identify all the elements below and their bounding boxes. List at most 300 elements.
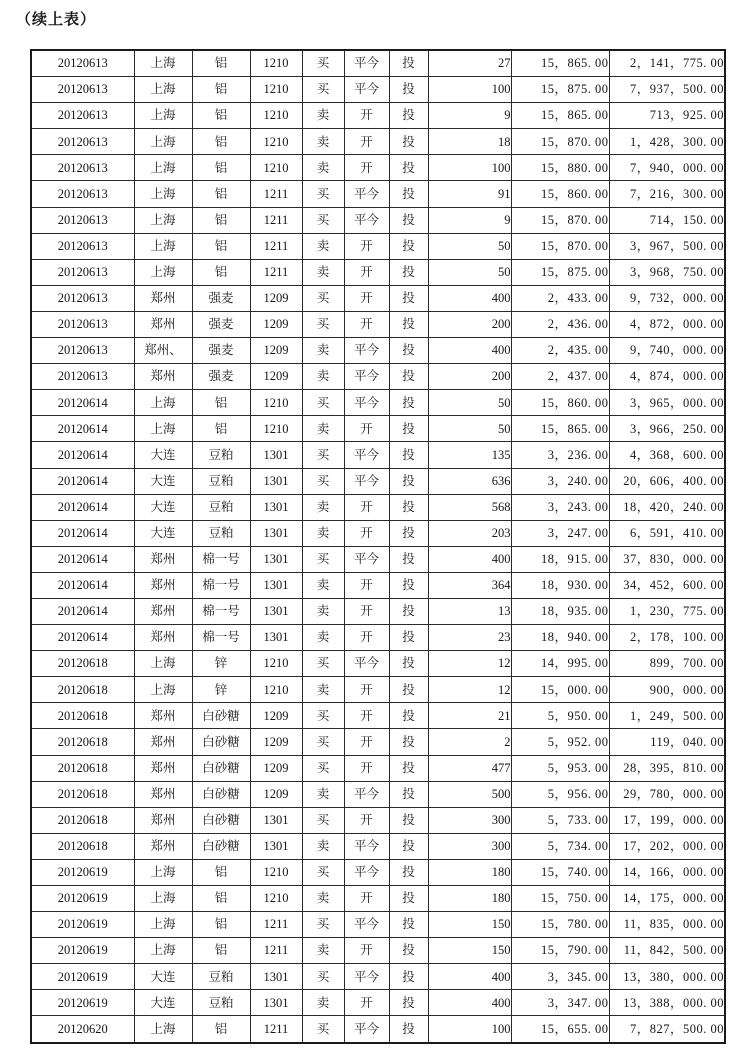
- amount-cell: 14，166，000. 00: [609, 859, 725, 885]
- open-close-cell: 平今: [344, 833, 389, 859]
- commodity-cell: 铝: [192, 207, 250, 233]
- trade-date-cell: 20120614: [31, 546, 134, 572]
- amount-cell: 899，700. 00: [609, 651, 725, 677]
- open-close-cell: 开: [344, 598, 389, 624]
- open-close-cell: 开: [344, 886, 389, 912]
- hedge-type-cell: 投: [389, 886, 428, 912]
- quantity-cell: 100: [428, 1016, 511, 1043]
- amount-cell: 18，420，240. 00: [609, 494, 725, 520]
- commodity-cell: 棉一号: [192, 598, 250, 624]
- exchange-cell: 上海: [134, 50, 192, 77]
- commodity-cell: 锌: [192, 651, 250, 677]
- commodity-cell: 铝: [192, 938, 250, 964]
- exchange-cell: 郑州: [134, 703, 192, 729]
- open-close-cell: 开: [344, 311, 389, 337]
- amount-cell: 3，968，750. 00: [609, 259, 725, 285]
- price-cell: 15，000. 00: [511, 677, 609, 703]
- direction-cell: 卖: [302, 677, 344, 703]
- price-cell: 14，995. 00: [511, 651, 609, 677]
- direction-cell: 买: [302, 442, 344, 468]
- quantity-cell: 400: [428, 546, 511, 572]
- price-cell: 15，750. 00: [511, 886, 609, 912]
- commodity-cell: 铝: [192, 103, 250, 129]
- table-row: [31, 781, 725, 807]
- trade-date-cell: 20120618: [31, 781, 134, 807]
- hedge-type-cell: 投: [389, 285, 428, 311]
- table-row: [31, 703, 725, 729]
- commodity-cell: 铝: [192, 50, 250, 77]
- table-row: [31, 546, 725, 572]
- trade-date-cell: 20120613: [31, 77, 134, 103]
- amount-cell: 6，591，410. 00: [609, 520, 725, 546]
- exchange-cell: 上海: [134, 390, 192, 416]
- table-row: [31, 77, 725, 103]
- trade-date-cell: 20120613: [31, 259, 134, 285]
- hedge-type-cell: 投: [389, 598, 428, 624]
- exchange-cell: 郑州: [134, 285, 192, 311]
- open-close-cell: 平今: [344, 207, 389, 233]
- exchange-cell: 上海: [134, 129, 192, 155]
- commodity-cell: 白砂糖: [192, 833, 250, 859]
- exchange-cell: 上海: [134, 155, 192, 181]
- trade-date-cell: 20120614: [31, 520, 134, 546]
- direction-cell: 买: [302, 651, 344, 677]
- quantity-cell: 200: [428, 364, 511, 390]
- table-row: [31, 207, 725, 233]
- commodity-cell: 白砂糖: [192, 729, 250, 755]
- hedge-type-cell: 投: [389, 233, 428, 259]
- trade-date-cell: 20120613: [31, 129, 134, 155]
- trade-date-cell: 20120614: [31, 416, 134, 442]
- price-cell: 3，345. 00: [511, 964, 609, 990]
- direction-cell: 买: [302, 181, 344, 207]
- hedge-type-cell: 投: [389, 50, 428, 77]
- contract-month-cell: 1211: [250, 938, 302, 964]
- commodity-cell: 棉一号: [192, 546, 250, 572]
- table-caption: （续上表）: [16, 10, 97, 28]
- direction-cell: 卖: [302, 233, 344, 259]
- direction-cell: 买: [302, 468, 344, 494]
- quantity-cell: 50: [428, 390, 511, 416]
- commodity-cell: 铝: [192, 416, 250, 442]
- direction-cell: 买: [302, 859, 344, 885]
- direction-cell: 买: [302, 912, 344, 938]
- direction-cell: 卖: [302, 886, 344, 912]
- commodity-cell: 白砂糖: [192, 755, 250, 781]
- hedge-type-cell: 投: [389, 207, 428, 233]
- amount-cell: 7，827，500. 00: [609, 1016, 725, 1043]
- table-row: [31, 990, 725, 1016]
- amount-cell: 2，141，775. 00: [609, 50, 725, 77]
- price-cell: 2，436. 00: [511, 311, 609, 337]
- trade-date-cell: 20120614: [31, 468, 134, 494]
- table-row: [31, 938, 725, 964]
- table-row: [31, 390, 725, 416]
- table-row: [31, 468, 725, 494]
- quantity-cell: 50: [428, 416, 511, 442]
- commodity-cell: 强麦: [192, 311, 250, 337]
- table-row: [31, 625, 725, 651]
- contract-month-cell: 1210: [250, 416, 302, 442]
- direction-cell: 卖: [302, 990, 344, 1016]
- table-row: [31, 285, 725, 311]
- amount-cell: 119，040. 00: [609, 729, 725, 755]
- quantity-cell: 636: [428, 468, 511, 494]
- hedge-type-cell: 投: [389, 938, 428, 964]
- price-cell: 3，347. 00: [511, 990, 609, 1016]
- trade-date-cell: 20120619: [31, 859, 134, 885]
- hedge-type-cell: 投: [389, 703, 428, 729]
- hedge-type-cell: 投: [389, 338, 428, 364]
- direction-cell: 买: [302, 390, 344, 416]
- amount-cell: 7，940，000. 00: [609, 155, 725, 181]
- open-close-cell: 开: [344, 990, 389, 1016]
- open-close-cell: 开: [344, 938, 389, 964]
- exchange-cell: 郑州: [134, 311, 192, 337]
- price-cell: 2，437. 00: [511, 364, 609, 390]
- hedge-type-cell: 投: [389, 311, 428, 337]
- trade-date-cell: 20120619: [31, 990, 134, 1016]
- amount-cell: 20，606，400. 00: [609, 468, 725, 494]
- open-close-cell: 开: [344, 155, 389, 181]
- hedge-type-cell: 投: [389, 755, 428, 781]
- commodity-cell: 豆粕: [192, 442, 250, 468]
- open-close-cell: 开: [344, 572, 389, 598]
- trade-date-cell: 20120613: [31, 207, 134, 233]
- commodity-cell: 铝: [192, 233, 250, 259]
- table-row: [31, 103, 725, 129]
- hedge-type-cell: 投: [389, 181, 428, 207]
- amount-cell: 9，740，000. 00: [609, 338, 725, 364]
- quantity-cell: 180: [428, 886, 511, 912]
- commodity-cell: 铝: [192, 886, 250, 912]
- direction-cell: 买: [302, 755, 344, 781]
- exchange-cell: 郑州: [134, 546, 192, 572]
- open-close-cell: 开: [344, 625, 389, 651]
- trade-date-cell: 20120613: [31, 233, 134, 259]
- amount-cell: 1，428，300. 00: [609, 129, 725, 155]
- hedge-type-cell: 投: [389, 807, 428, 833]
- trade-date-cell: 20120618: [31, 703, 134, 729]
- commodity-cell: 白砂糖: [192, 807, 250, 833]
- quantity-cell: 400: [428, 285, 511, 311]
- contract-month-cell: 1301: [250, 468, 302, 494]
- quantity-cell: 477: [428, 755, 511, 781]
- quantity-cell: 9: [428, 103, 511, 129]
- direction-cell: 买: [302, 546, 344, 572]
- amount-cell: 713，925. 00: [609, 103, 725, 129]
- trade-date-cell: 20120613: [31, 103, 134, 129]
- price-cell: 15，870. 00: [511, 207, 609, 233]
- contract-month-cell: 1210: [250, 677, 302, 703]
- trade-record-table: [30, 49, 726, 1044]
- hedge-type-cell: 投: [389, 155, 428, 181]
- contract-month-cell: 1209: [250, 729, 302, 755]
- price-cell: 2，433. 00: [511, 285, 609, 311]
- amount-cell: 11，835，000. 00: [609, 912, 725, 938]
- table-row: [31, 155, 725, 181]
- open-close-cell: 平今: [344, 338, 389, 364]
- direction-cell: 买: [302, 964, 344, 990]
- hedge-type-cell: 投: [389, 259, 428, 285]
- commodity-cell: 强麦: [192, 364, 250, 390]
- table-row: [31, 520, 725, 546]
- hedge-type-cell: 投: [389, 390, 428, 416]
- contract-month-cell: 1210: [250, 390, 302, 416]
- trade-date-cell: 20120619: [31, 886, 134, 912]
- open-close-cell: 开: [344, 755, 389, 781]
- contract-month-cell: 1301: [250, 520, 302, 546]
- contract-month-cell: 1301: [250, 964, 302, 990]
- contract-month-cell: 1211: [250, 233, 302, 259]
- direction-cell: 卖: [302, 625, 344, 651]
- quantity-cell: 50: [428, 233, 511, 259]
- price-cell: 18，915. 00: [511, 546, 609, 572]
- quantity-cell: 300: [428, 807, 511, 833]
- trade-date-cell: 20120613: [31, 285, 134, 311]
- contract-month-cell: 1210: [250, 50, 302, 77]
- exchange-cell: 上海: [134, 886, 192, 912]
- amount-cell: 7，216，300. 00: [609, 181, 725, 207]
- quantity-cell: 180: [428, 859, 511, 885]
- open-close-cell: 平今: [344, 964, 389, 990]
- hedge-type-cell: 投: [389, 859, 428, 885]
- price-cell: 2，435. 00: [511, 338, 609, 364]
- price-cell: 15，860. 00: [511, 390, 609, 416]
- trade-date-cell: 20120614: [31, 598, 134, 624]
- hedge-type-cell: 投: [389, 77, 428, 103]
- table-row: [31, 259, 725, 285]
- trade-date-cell: 20120614: [31, 572, 134, 598]
- open-close-cell: 平今: [344, 859, 389, 885]
- price-cell: 5，956. 00: [511, 781, 609, 807]
- exchange-cell: 上海: [134, 181, 192, 207]
- commodity-cell: 铝: [192, 859, 250, 885]
- amount-cell: 13，380，000. 00: [609, 964, 725, 990]
- direction-cell: 买: [302, 207, 344, 233]
- exchange-cell: 郑州: [134, 598, 192, 624]
- amount-cell: 4，872，000. 00: [609, 311, 725, 337]
- commodity-cell: 铝: [192, 77, 250, 103]
- contract-month-cell: 1209: [250, 755, 302, 781]
- quantity-cell: 12: [428, 651, 511, 677]
- contract-month-cell: 1301: [250, 442, 302, 468]
- quantity-cell: 300: [428, 833, 511, 859]
- direction-cell: 买: [302, 311, 344, 337]
- open-close-cell: 开: [344, 233, 389, 259]
- commodity-cell: 豆粕: [192, 520, 250, 546]
- direction-cell: 买: [302, 50, 344, 77]
- direction-cell: 买: [302, 1016, 344, 1043]
- contract-month-cell: 1210: [250, 886, 302, 912]
- table-row: [31, 364, 725, 390]
- contract-month-cell: 1210: [250, 859, 302, 885]
- price-cell: 15，780. 00: [511, 912, 609, 938]
- trade-date-cell: 20120614: [31, 625, 134, 651]
- quantity-cell: 13: [428, 598, 511, 624]
- open-close-cell: 开: [344, 807, 389, 833]
- price-cell: 5，952. 00: [511, 729, 609, 755]
- price-cell: 15，875. 00: [511, 259, 609, 285]
- table-row: [31, 755, 725, 781]
- price-cell: 15，870. 00: [511, 129, 609, 155]
- exchange-cell: 郑州: [134, 755, 192, 781]
- table-row: [31, 129, 725, 155]
- open-close-cell: 平今: [344, 181, 389, 207]
- price-cell: 15，875. 00: [511, 77, 609, 103]
- hedge-type-cell: 投: [389, 416, 428, 442]
- contract-month-cell: 1301: [250, 494, 302, 520]
- amount-cell: 13，388，000. 00: [609, 990, 725, 1016]
- price-cell: 18，940. 00: [511, 625, 609, 651]
- direction-cell: 买: [302, 703, 344, 729]
- quantity-cell: 200: [428, 311, 511, 337]
- exchange-cell: 郑州: [134, 807, 192, 833]
- commodity-cell: 白砂糖: [192, 703, 250, 729]
- price-cell: 15，865. 00: [511, 416, 609, 442]
- price-cell: 3，236. 00: [511, 442, 609, 468]
- trade-date-cell: 20120619: [31, 964, 134, 990]
- open-close-cell: 开: [344, 285, 389, 311]
- price-cell: 15，880. 00: [511, 155, 609, 181]
- direction-cell: 卖: [302, 598, 344, 624]
- trade-date-cell: 20120613: [31, 181, 134, 207]
- amount-cell: 14，175，000. 00: [609, 886, 725, 912]
- table-row: [31, 442, 725, 468]
- direction-cell: 卖: [302, 155, 344, 181]
- exchange-cell: 郑州: [134, 729, 192, 755]
- contract-month-cell: 1209: [250, 703, 302, 729]
- hedge-type-cell: 投: [389, 833, 428, 859]
- contract-month-cell: 1209: [250, 338, 302, 364]
- trade-date-cell: 20120618: [31, 833, 134, 859]
- quantity-cell: 27: [428, 50, 511, 77]
- table-row: [31, 912, 725, 938]
- contract-month-cell: 1211: [250, 207, 302, 233]
- contract-month-cell: 1210: [250, 155, 302, 181]
- quantity-cell: 100: [428, 155, 511, 181]
- direction-cell: 卖: [302, 364, 344, 390]
- contract-month-cell: 1209: [250, 781, 302, 807]
- commodity-cell: 铝: [192, 155, 250, 181]
- direction-cell: 卖: [302, 338, 344, 364]
- hedge-type-cell: 投: [389, 964, 428, 990]
- direction-cell: 卖: [302, 259, 344, 285]
- exchange-cell: 上海: [134, 651, 192, 677]
- amount-cell: 2，178，100. 00: [609, 625, 725, 651]
- hedge-type-cell: 投: [389, 520, 428, 546]
- price-cell: 3，243. 00: [511, 494, 609, 520]
- trade-date-cell: 20120613: [31, 155, 134, 181]
- open-close-cell: 平今: [344, 1016, 389, 1043]
- direction-cell: 卖: [302, 781, 344, 807]
- contract-month-cell: 1210: [250, 651, 302, 677]
- table-row: [31, 50, 725, 77]
- commodity-cell: 铝: [192, 1016, 250, 1043]
- contract-month-cell: 1211: [250, 259, 302, 285]
- quantity-cell: 50: [428, 259, 511, 285]
- trade-date-cell: 20120619: [31, 938, 134, 964]
- hedge-type-cell: 投: [389, 442, 428, 468]
- exchange-cell: 郑州: [134, 572, 192, 598]
- contract-month-cell: 1210: [250, 77, 302, 103]
- open-close-cell: 平今: [344, 442, 389, 468]
- contract-month-cell: 1211: [250, 181, 302, 207]
- quantity-cell: 400: [428, 338, 511, 364]
- table-row: [31, 964, 725, 990]
- contract-month-cell: 1301: [250, 833, 302, 859]
- exchange-cell: 郑州: [134, 781, 192, 807]
- amount-cell: 4，368，600. 00: [609, 442, 725, 468]
- open-close-cell: 平今: [344, 77, 389, 103]
- price-cell: 5，950. 00: [511, 703, 609, 729]
- quantity-cell: 100: [428, 77, 511, 103]
- trade-date-cell: 20120618: [31, 677, 134, 703]
- table-row: [31, 677, 725, 703]
- hedge-type-cell: 投: [389, 546, 428, 572]
- direction-cell: 卖: [302, 103, 344, 129]
- exchange-cell: 大连: [134, 468, 192, 494]
- table-row: [31, 233, 725, 259]
- exchange-cell: 上海: [134, 77, 192, 103]
- amount-cell: 17，202，000. 00: [609, 833, 725, 859]
- commodity-cell: 豆粕: [192, 494, 250, 520]
- amount-cell: 3，965，000. 00: [609, 390, 725, 416]
- quantity-cell: 568: [428, 494, 511, 520]
- quantity-cell: 18: [428, 129, 511, 155]
- direction-cell: 买: [302, 729, 344, 755]
- trade-date-cell: 20120618: [31, 729, 134, 755]
- amount-cell: 29，780，000. 00: [609, 781, 725, 807]
- amount-cell: 1，230，775. 00: [609, 598, 725, 624]
- contract-month-cell: 1209: [250, 285, 302, 311]
- exchange-cell: 上海: [134, 912, 192, 938]
- exchange-cell: 上海: [134, 1016, 192, 1043]
- commodity-cell: 铝: [192, 181, 250, 207]
- table-body: [31, 50, 725, 1043]
- amount-cell: 9，732，000. 00: [609, 285, 725, 311]
- amount-cell: 714，150. 00: [609, 207, 725, 233]
- open-close-cell: 开: [344, 703, 389, 729]
- hedge-type-cell: 投: [389, 677, 428, 703]
- amount-cell: 28，395，810. 00: [609, 755, 725, 781]
- amount-cell: 7，937，500. 00: [609, 77, 725, 103]
- commodity-cell: 棉一号: [192, 625, 250, 651]
- direction-cell: 卖: [302, 416, 344, 442]
- contract-month-cell: 1210: [250, 103, 302, 129]
- open-close-cell: 平今: [344, 651, 389, 677]
- contract-month-cell: 1210: [250, 129, 302, 155]
- commodity-cell: 豆粕: [192, 964, 250, 990]
- trade-date-cell: 20120614: [31, 442, 134, 468]
- contract-month-cell: 1209: [250, 311, 302, 337]
- exchange-cell: 大连: [134, 520, 192, 546]
- trade-date-cell: 20120619: [31, 912, 134, 938]
- trade-date-cell: 20120614: [31, 390, 134, 416]
- trade-date-cell: 20120613: [31, 311, 134, 337]
- quantity-cell: 150: [428, 912, 511, 938]
- price-cell: 15，865. 00: [511, 103, 609, 129]
- quantity-cell: 2: [428, 729, 511, 755]
- hedge-type-cell: 投: [389, 494, 428, 520]
- hedge-type-cell: 投: [389, 729, 428, 755]
- quantity-cell: 203: [428, 520, 511, 546]
- amount-cell: 17，199，000. 00: [609, 807, 725, 833]
- quantity-cell: 400: [428, 990, 511, 1016]
- quantity-cell: 500: [428, 781, 511, 807]
- exchange-cell: 上海: [134, 677, 192, 703]
- table-row: [31, 416, 725, 442]
